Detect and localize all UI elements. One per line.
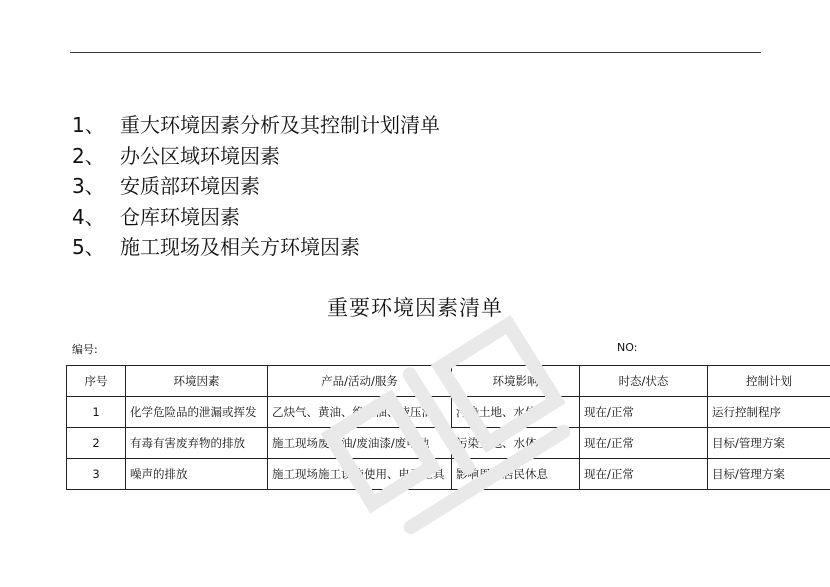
environmental-factors-table (66, 365, 830, 490)
contents-item (72, 110, 440, 141)
contents-item-text: 施工现场及相关方环境因素 (120, 235, 360, 259)
number-label: 编号: (72, 343, 98, 356)
cell-index: 3 (67, 459, 126, 490)
cell-factor: 化学危险品的泄漏或挥发 (126, 397, 268, 428)
cell-index: 2 (67, 428, 126, 459)
cell-activity: 施工现场施工设施使用、电动工具 (268, 459, 452, 490)
no-label: NO: (617, 341, 638, 354)
table-row (67, 459, 830, 490)
column-header-control: 控制计划 (708, 366, 830, 397)
document-title: 重要环境因素清单 (327, 296, 503, 320)
contents-item-number: 1、 (72, 113, 105, 137)
contents-item-text: 办公区域环境因素 (120, 143, 280, 168)
table-row (67, 428, 830, 459)
cell-factor: 噪声的排放 (126, 459, 268, 490)
cell-activity: 施工现场废机油/废油漆/废电池 (268, 428, 452, 459)
contents-item-number: 3、 (72, 174, 105, 198)
table-header-row (67, 366, 830, 397)
contents-item-number: 4、 (72, 204, 105, 229)
cell-control: 目标/管理方案 (708, 428, 830, 459)
contents-item-number: 2、 (72, 143, 105, 168)
cell-impact: 污染土地、水体 (452, 428, 580, 459)
contents-item-text: 重大环境因素分析及其控制计划清单 (120, 113, 440, 137)
contents-item (72, 232, 440, 263)
column-header-factor: 环境因素 (126, 366, 268, 397)
cell-control: 目标/管理方案 (708, 459, 830, 490)
cell-factor: 有毒有害废弃物的排放 (126, 428, 268, 459)
contents-item (72, 202, 440, 233)
column-header-state: 时态/状态 (580, 366, 708, 397)
cell-impact: 影响周围居民休息 (452, 459, 580, 490)
cell-control: 运行控制程序 (708, 397, 830, 428)
cell-impact: 污染土地、水体 (452, 397, 580, 428)
contents-list (72, 110, 440, 263)
column-header-impact: 环境影响 (452, 366, 580, 397)
cell-index: 1 (67, 397, 126, 428)
cell-state: 现在/正常 (580, 459, 708, 490)
contents-item (72, 171, 440, 202)
contents-item-text: 安质部环境因素 (120, 174, 260, 198)
cell-state: 现在/正常 (580, 397, 708, 428)
cell-activity: 乙炔气、黄油、绝缘油、液压油、 (268, 397, 452, 428)
contents-item-number: 5、 (72, 235, 105, 259)
cell-state: 现在/正常 (580, 428, 708, 459)
contents-item (72, 141, 440, 172)
table-row (67, 397, 830, 428)
column-header-activity: 产品/活动/服务 (268, 366, 452, 397)
header-rule (70, 52, 761, 53)
column-header-index: 序号 (67, 366, 126, 397)
contents-item-text: 仓库环境因素 (120, 204, 240, 229)
